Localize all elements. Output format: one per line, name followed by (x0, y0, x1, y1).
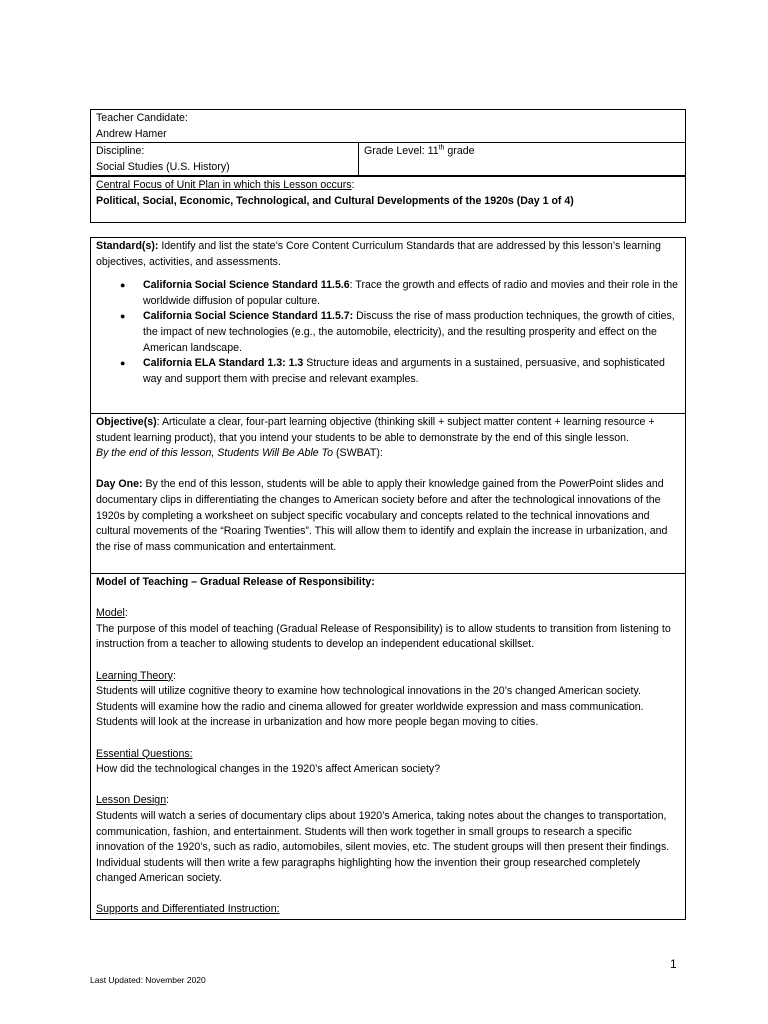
grade-cell (359, 143, 686, 177)
essential-questions-label: Essential Questions: (96, 747, 193, 760)
objectives-intro: Objective(s): Articulate a clear, four-part learning objective (thinking skill + subject matter content + learning resource + student learning product), that you intend your students to be able to demonstrate by the end of this single lesson. (96, 416, 655, 444)
grade-level: Grade Level: 11th grade (364, 144, 475, 158)
day-one-objective: Day One: By the end of this lesson, students will be able to apply their knowledge gained from the PowerPoint slides and documentary clips in differentiating the changes to American society before and after the technological innovations of the 1920s by completing a worksheet on subject specific vocabulary and concepts related to the technical innovations and cultural movements of the “Roaring Twenties”. This will allow them to identify and explain the increase in urbanization, and the rise of mass communication and entertainment. (96, 478, 668, 553)
objectives-section (91, 414, 685, 574)
model-label: Model: (96, 607, 128, 620)
discipline-label: Discipline: (96, 145, 145, 158)
standards-section (91, 238, 685, 414)
model-text: The purpose of this model of teaching (Gradual Release of Responsibility) is to allow students to transition from listening to instruction from a teacher to allowing students to develop an independent educational skillset. (96, 622, 671, 651)
discipline-value: Social Studies (U.S. History) (96, 160, 230, 173)
footer-updated: Last Updated: November 2020 (90, 975, 206, 985)
lesson-table (90, 237, 686, 920)
swbat-line: By the end of this lesson, Students Will Be Able To (SWBAT): (96, 447, 383, 460)
learning-theory-label: Learning Theory: (96, 669, 176, 682)
page-number: 1 (670, 957, 677, 971)
teacher-name: Andrew Hamer (96, 127, 167, 140)
central-focus-value: Political, Social, Economic, Technological, and Cultural Developments of the 1920s (Day 1 of 4) (96, 194, 574, 207)
teacher-cell (91, 110, 686, 143)
model-section (91, 574, 685, 918)
supports-label: Supports and Differentiated Instruction: (96, 903, 280, 916)
standard-item: ● California Social Science Standard 11.5.7: Discuss the rise of mass production techniques, the growth of cities, the impact of new technologies (e.g., the automobile, electricity), and the resulting prosperity and effect on the American landscape. (143, 309, 680, 356)
lesson-design-text: Students will watch a series of documentary clips about 1920’s America, taking notes about the changes to transportation, communication, fashion, and entertainment. Students will then work together in small groups to research a specific innovation of the 1920’s, such as radio, automobiles, silent movies, etc. The student groups will then present their findings. Individual students will then write a few paragraphs highlighting how the invention their group researched completely changed American society. (96, 809, 670, 885)
lesson-design-label: Lesson Design: (96, 794, 170, 807)
header-table (90, 109, 686, 223)
model-heading: Model of Teaching – Gradual Release of Responsibility: (96, 576, 375, 588)
central-focus-label: Central Focus of Unit Plan in which this Lesson occurs: (96, 179, 355, 192)
discipline-cell (91, 143, 359, 177)
central-focus-cell (91, 176, 686, 223)
learning-theory-text: Students will utilize cognitive theory to examine how technological innovations in the 20’s changed American society. Students will examine how the radio and cinema allowed for greater worldwide expression and mass communication. Students will look at the increase in urbanization and how more people began moving to cities. (96, 685, 644, 729)
essential-questions-text: How did the technological changes in the 1920’s affect American society? (96, 763, 441, 776)
teacher-label: Teacher Candidate: (96, 112, 188, 124)
standard-item: ● California ELA Standard 1.3: 1.3 Structure ideas and arguments in a sustained, persuasive, and sophisticated way and support them with precise and relevant examples. (143, 356, 680, 387)
standards-list (96, 278, 680, 387)
standard-item: ● California Social Science Standard 11.5.6: Trace the growth and effects of radio and movies and their role in the worldwide diffusion of popular culture. (143, 278, 680, 309)
standards-intro: Standard(s): Identify and list the state’s Core Content Curriculum Standards that are addressed by this lesson’s learning objectives, activities, and assessments. (96, 240, 661, 268)
